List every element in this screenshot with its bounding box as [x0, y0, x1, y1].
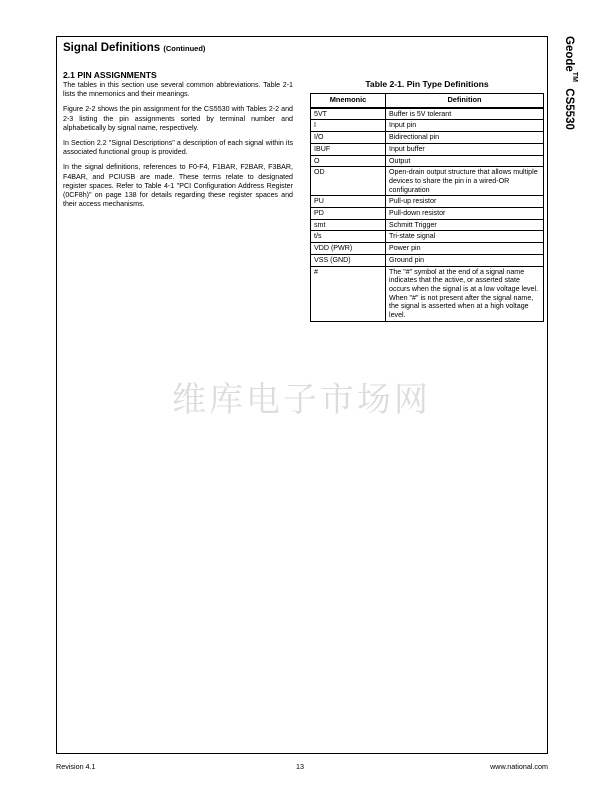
trademark-symbol: TM: [571, 71, 578, 82]
table-row: [311, 155, 544, 167]
section-paragraph: In Section 2.2 "Signal Descriptions" a description of each signal within its associated functional group is provided.: [63, 139, 293, 157]
definition-cell: Ground pin: [386, 254, 544, 266]
column-header-definition: Definition: [386, 94, 544, 108]
table-row: [311, 108, 544, 120]
footer-page-number: 13: [296, 762, 304, 771]
table-row: [311, 196, 544, 208]
watermark: 维库电子市场网: [172, 380, 431, 420]
mnemonic-cell: t/s: [311, 231, 386, 243]
definition-cell: Pull-up resistor: [386, 196, 544, 208]
mnemonic-cell: 5VT: [311, 108, 386, 120]
heading-continued: (Continued): [163, 44, 206, 53]
definition-cell: Input buffer: [386, 143, 544, 155]
table-row: [311, 266, 544, 321]
table-header-row: [311, 94, 544, 108]
mnemonic-cell: #: [311, 266, 386, 321]
model-name: CS5530: [563, 88, 576, 130]
page-heading: [63, 42, 205, 54]
table-caption: Table 2-1. Pin Type Definitions: [365, 79, 489, 89]
mnemonic-cell: VDD (PWR): [311, 243, 386, 255]
pin-type-table: [310, 93, 544, 322]
section-body: [63, 70, 293, 215]
table-row: [311, 208, 544, 220]
mnemonic-cell: I/O: [311, 132, 386, 144]
table-row: [311, 219, 544, 231]
section-paragraph: Figure 2-2 shows the pin assignment for the CS5530 with Tables 2-2 and 2-3 listing the pin assignments sorted by terminal number and alphabetically by signal name, respectively.: [63, 105, 293, 132]
table-row: [311, 243, 544, 255]
mnemonic-cell: PD: [311, 208, 386, 220]
table-row: [311, 167, 544, 196]
section-paragraph: In the signal definitions, references to F0-F4, F1BAR, F2BAR, F3BAR, F4BAR, and PCIUSB are made. These terms relate to designated register spaces. Refer to Table 4-1 "PCI Configuration Address Register (0CF8h)" on page 138 for details regarding these register spaces and their access mechanisms.: [63, 163, 293, 209]
definition-cell: Schmitt Trigger: [386, 219, 544, 231]
section-title: 2.1 PIN ASSIGNMENTS: [63, 70, 157, 80]
mnemonic-cell: I: [311, 120, 386, 132]
definition-cell: Bidirectional pin: [386, 132, 544, 144]
mnemonic-cell: O: [311, 155, 386, 167]
table-row: [311, 132, 544, 144]
definition-cell: Buffer is 5V tolerant: [386, 108, 544, 120]
definition-cell: The "#" symbol at the end of a signal name indicates that the active, or asserted state occurs when the signal is at a low voltage level. When "#" is not present after the signal name, the signal is asserted when at a high voltage level.: [386, 266, 544, 321]
definition-cell: Pull-down resistor: [386, 208, 544, 220]
table-row: [311, 143, 544, 155]
definition-cell: Power pin: [386, 243, 544, 255]
table-row: [311, 254, 544, 266]
section-paragraph: The tables in this section use several common abbreviations. Table 2-1 lists the mnemonics and their meanings.: [63, 81, 293, 99]
mnemonic-cell: smt: [311, 219, 386, 231]
footer-revision: Revision 4.1: [56, 762, 96, 771]
column-header-mnemonic: Mnemonic: [311, 94, 386, 108]
brand-name: Geode: [563, 36, 576, 72]
mnemonic-cell: PU: [311, 196, 386, 208]
mnemonic-cell: IBUF: [311, 143, 386, 155]
definition-cell: Tri-state signal: [386, 231, 544, 243]
mnemonic-cell: OD: [311, 167, 386, 196]
product-side-title: [560, 36, 578, 176]
heading-title: Signal Definitions: [63, 42, 161, 54]
footer-website: www.national.com: [490, 762, 548, 771]
definition-cell: Open-drain output structure that allows multiple devices to share the pin in a wired-OR configuration: [386, 167, 544, 196]
table-row: [311, 120, 544, 132]
definition-cell: Output: [386, 155, 544, 167]
definition-cell: Input pin: [386, 120, 544, 132]
table-row: [311, 231, 544, 243]
mnemonic-cell: VSS (GND): [311, 254, 386, 266]
